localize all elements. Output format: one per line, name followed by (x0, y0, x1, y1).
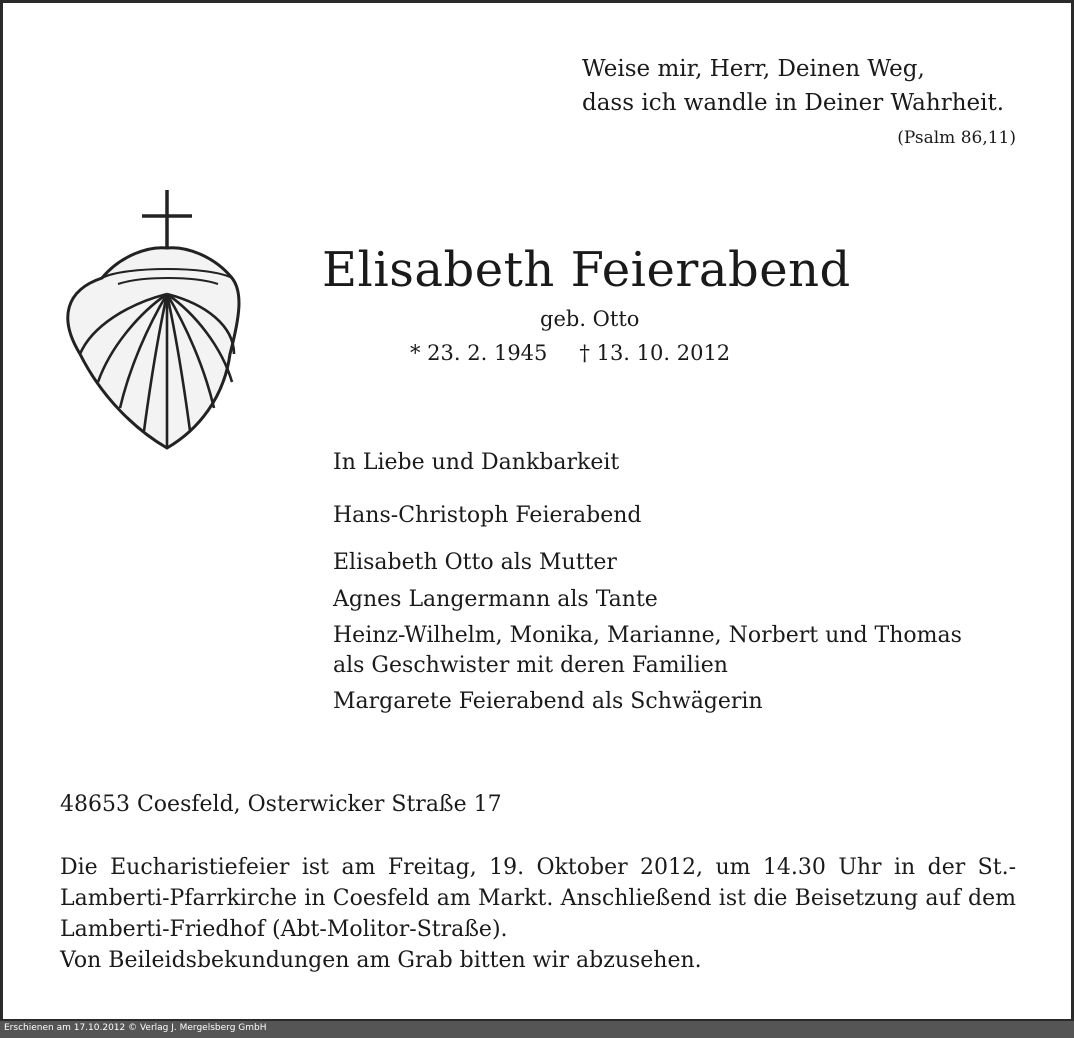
scallop-shell-with-cross-icon (58, 186, 243, 451)
deceased-name: Elisabeth Feierabend (322, 242, 851, 298)
birth-date: * 23. 2. 1945 (410, 341, 548, 365)
death-date: † 13. 10. 2012 (579, 341, 731, 365)
condolence-note: Von Beileidsbekundungen am Grab bitten wir abzusehen. (60, 948, 702, 973)
mourner-line: Heinz-Wilhelm, Monika, Marianne, Norbert und Thomas (333, 623, 962, 648)
mourners-intro: In Liebe und Dankbarkeit (333, 450, 620, 475)
verse-source: (Psalm 86,11) (897, 128, 1016, 148)
mourner-spouse: Hans-Christoph Feierabend (333, 503, 642, 528)
life-dates (410, 341, 730, 365)
verse-line-1: Weise mir, Herr, Deinen Weg, (582, 56, 925, 82)
verse-line-2: dass ich wandle in Deiner Wahrheit. (582, 90, 1005, 116)
mourning-address: 48653 Coesfeld, Osterwicker Straße 17 (60, 792, 502, 817)
mourner-line: als Geschwister mit deren Familien (333, 653, 728, 678)
service-text: Die Eucharistiefeier ist am Freitag, 19. Oktober 2012, um 14.30 Uhr in der St.-Lamberti-Pfarrkirche in Coesfeld am Markt. Anschließend ist die Beisetzung auf dem Lamberti-Friedhof (Abt-Molitor-Straße). (60, 855, 1016, 942)
service-info (60, 852, 1016, 976)
mourner-line: Margarete Feierabend als Schwägerin (333, 689, 763, 714)
mourner-line: Elisabeth Otto als Mutter (333, 550, 617, 575)
publication-note: Erschienen am 17.10.2012 © Verlag J. Mergelsberg GmbH (4, 1023, 267, 1033)
mourner-line: Agnes Langermann als Tante (333, 587, 658, 612)
birth-name: geb. Otto (540, 307, 640, 331)
bible-verse (582, 52, 1004, 120)
